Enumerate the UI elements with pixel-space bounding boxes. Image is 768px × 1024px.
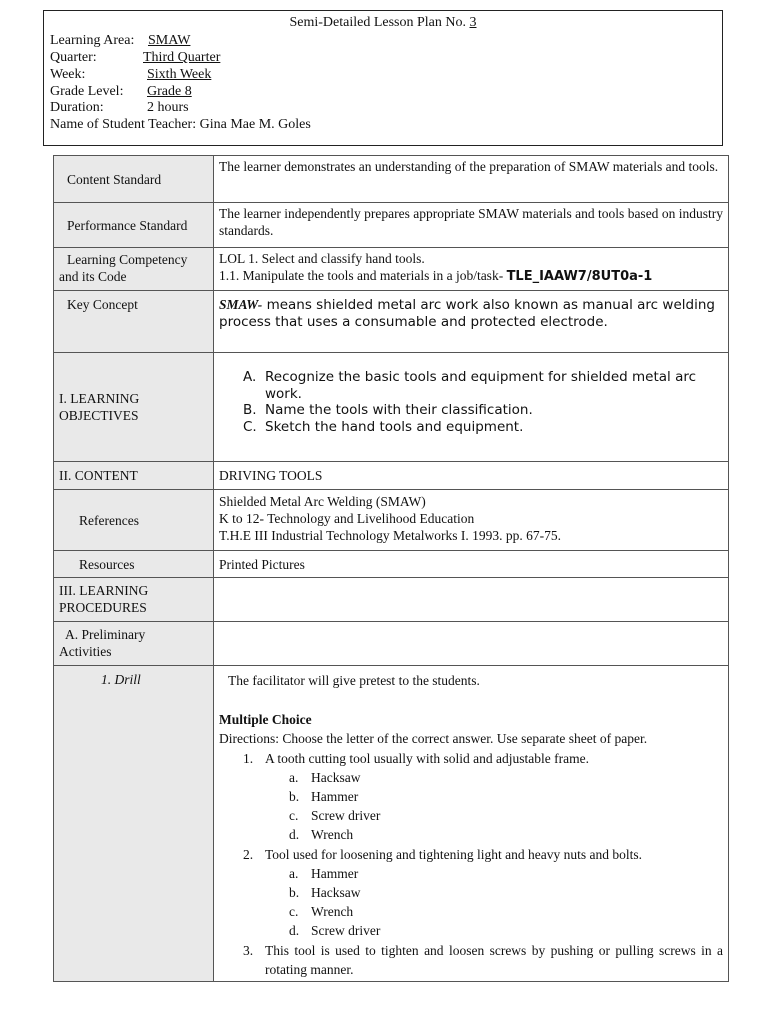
choice-item (219, 902, 723, 921)
title-text: Semi-Detailed Lesson Plan No. (289, 15, 467, 30)
objectives-list (219, 369, 723, 435)
learning-area-value: SMAW (148, 33, 191, 48)
grade-value: Grade 8 (147, 84, 192, 99)
reference-item: T.H.E III Industrial Technology Metalworks I. 1993. pp. 67-75. (219, 528, 561, 543)
procedures-label-line2: PROCEDURES (59, 600, 147, 615)
objective-text: Name the tools with their classification. (265, 402, 533, 418)
performance-standard-value: The learner independently prepares appropriate SMAW materials and tools based on industry standards. (214, 203, 729, 248)
drill-label: 1. Drill (101, 672, 141, 687)
objectives-label-cell (54, 353, 214, 462)
content-label-cell (54, 462, 214, 490)
reference-item: Shielded Metal Arc Welding (SMAW) (219, 494, 426, 509)
objective-text: Recognize the basic tools and equipment for shielded metal arc work. (265, 369, 697, 402)
objective-item (219, 419, 723, 436)
grade-label: Grade Level: (50, 84, 124, 99)
content-standard-label-cell (54, 156, 214, 203)
question-text: A tooth cutting tool usually with solid and adjustable frame. (265, 750, 589, 766)
objectives-label (54, 353, 213, 461)
question-number: 3. (243, 942, 254, 958)
procedures-label (54, 578, 213, 616)
teacher-label: Name of Student Teacher: (50, 117, 197, 132)
choice-letter: a. (289, 865, 299, 881)
duration-row (50, 100, 189, 116)
choice-letter: c. (289, 808, 299, 824)
resources-label-cell (54, 551, 214, 578)
competency-row (54, 248, 729, 291)
key-concept-text: means shielded metal arc work also known as manual arc welding process that uses a consumable and protected electrode. (219, 297, 715, 330)
objectives-value (214, 353, 729, 462)
procedures-label-cell (54, 578, 214, 622)
references-list (219, 493, 723, 544)
question-item (219, 941, 723, 979)
key-concept-term: SMAW- (219, 297, 263, 312)
choice-letter: b. (289, 789, 300, 805)
references-value (214, 490, 729, 551)
choice-item (219, 864, 723, 883)
objective-marker: B. (243, 402, 257, 418)
duration-label: Duration: (50, 100, 104, 115)
choice-text: Hacksaw (311, 885, 361, 901)
choice-text: Hammer (311, 789, 359, 805)
resources-label: Resources (79, 557, 135, 572)
mc-directions: Directions: Choose the letter of the correct answer. Use separate sheet of paper. (219, 731, 648, 747)
drill-value (214, 666, 729, 982)
question-text: Tool used for loosening and tightening light and heavy nuts and bolts. (265, 846, 643, 862)
choice-letter: d. (289, 923, 300, 939)
competency-line2 (219, 267, 723, 285)
competency-line2-text: 1.1. Manipulate the tools and materials in a job/task- (219, 268, 504, 283)
competency-line1: LOL 1. Select and classify hand tools. (219, 251, 425, 266)
quarter-row (50, 50, 221, 66)
preliminary-label-line1: A. Preliminary (65, 627, 146, 642)
choice-item (219, 825, 723, 844)
learning-area-label: Learning Area: (50, 33, 135, 48)
question-item (219, 845, 723, 864)
preliminary-value (214, 622, 729, 666)
key-concept-value (214, 291, 729, 353)
objective-marker: C. (243, 418, 257, 435)
teacher-row (50, 117, 311, 133)
resources-value: Printed Pictures (214, 551, 729, 578)
grade-row (50, 84, 192, 100)
drill-intro: The facilitator will give pretest to the students. (228, 673, 480, 688)
week-value: Sixth Week (147, 67, 212, 82)
performance-standard-row (54, 203, 729, 248)
objective-item (219, 402, 723, 419)
references-label-cell (54, 490, 214, 551)
choice-item (219, 883, 723, 902)
objective-text: Sketch the hand tools and equipment. (265, 418, 524, 435)
objectives-row (54, 353, 729, 462)
teacher-value: Gina Mae M. Goles (199, 117, 311, 132)
week-label: Week: (50, 67, 86, 82)
question-item (219, 749, 723, 768)
choice-text: Screw driver (311, 808, 381, 824)
drill-row (54, 666, 729, 982)
choice-item (219, 787, 723, 806)
content-standard-value: The learner demonstrates an understanding of the preparation of SMAW materials and tools. (214, 156, 729, 203)
objectives-label-line2: OBJECTIVES (59, 408, 139, 423)
choices-list (219, 864, 723, 941)
objective-marker: A. (243, 369, 257, 385)
learning-area-row (50, 33, 191, 49)
choices-list (219, 768, 723, 845)
plan-number: 3 (469, 15, 477, 30)
content-standard-label: Content Standard (67, 171, 162, 187)
competency-label-line2: and its Code (59, 269, 127, 284)
competency-value (214, 248, 729, 291)
questions-list (219, 749, 723, 979)
procedures-value (214, 578, 729, 622)
content-label: II. CONTENT (59, 468, 138, 483)
choice-item (219, 806, 723, 825)
preliminary-label-cell (54, 622, 214, 666)
performance-standard-label: Performance Standard (67, 217, 188, 233)
content-standard-row (54, 156, 729, 203)
content-row (54, 462, 729, 490)
key-concept-row (54, 291, 729, 353)
competency-label (54, 248, 213, 285)
choice-text: Screw driver (311, 923, 381, 939)
choice-item (219, 768, 723, 787)
drill-spacer (219, 690, 723, 710)
choices-container (219, 768, 723, 845)
choice-text: Wrench (311, 827, 354, 843)
document-title (44, 15, 722, 31)
quarter-label: Quarter: (50, 50, 97, 65)
performance-standard-label-cell (54, 203, 214, 248)
choice-text: Hammer (311, 865, 359, 881)
choices-container (219, 864, 723, 941)
key-concept-label: Key Concept (67, 297, 138, 312)
choice-letter: b. (289, 885, 300, 901)
competency-label-line1: Learning Competency (67, 252, 188, 267)
choice-item (219, 921, 723, 940)
question-text: This tool is used to tighten and loosen screws by pushing or pulling screws in a rotating manner. (265, 942, 723, 977)
competency-label-cell (54, 248, 214, 291)
preliminary-row (54, 622, 729, 666)
lesson-plan-table (53, 155, 729, 982)
question-number: 2. (243, 846, 254, 862)
objective-item (219, 369, 723, 402)
preliminary-label-line2: Activities (59, 644, 112, 659)
question-number: 1. (243, 750, 254, 766)
lesson-plan-header (43, 10, 723, 146)
choice-letter: d. (289, 827, 300, 843)
procedures-label-line1: III. LEARNING (59, 583, 149, 598)
resources-row (54, 551, 729, 578)
duration-value: 2 hours (147, 100, 189, 115)
objectives-label-line1: I. LEARNING (59, 391, 140, 406)
mc-heading: Multiple Choice (219, 712, 312, 728)
competency-code: TLE_IAAW7/8UT0a-1 (506, 269, 653, 284)
references-row (54, 490, 729, 551)
choice-letter: a. (289, 769, 299, 785)
drill-label-cell (54, 666, 214, 982)
choice-letter: c. (289, 904, 299, 920)
procedures-row (54, 578, 729, 622)
week-row (50, 67, 212, 83)
quarter-value: Third Quarter (143, 50, 221, 65)
preliminary-label (54, 622, 213, 660)
choice-text: Hacksaw (311, 769, 361, 785)
key-concept-label-cell (54, 291, 214, 353)
references-label: References (79, 512, 139, 528)
content-value: DRIVING TOOLS (214, 462, 729, 490)
choice-text: Wrench (311, 904, 354, 920)
reference-item: K to 12- Technology and Livelihood Education (219, 511, 475, 526)
